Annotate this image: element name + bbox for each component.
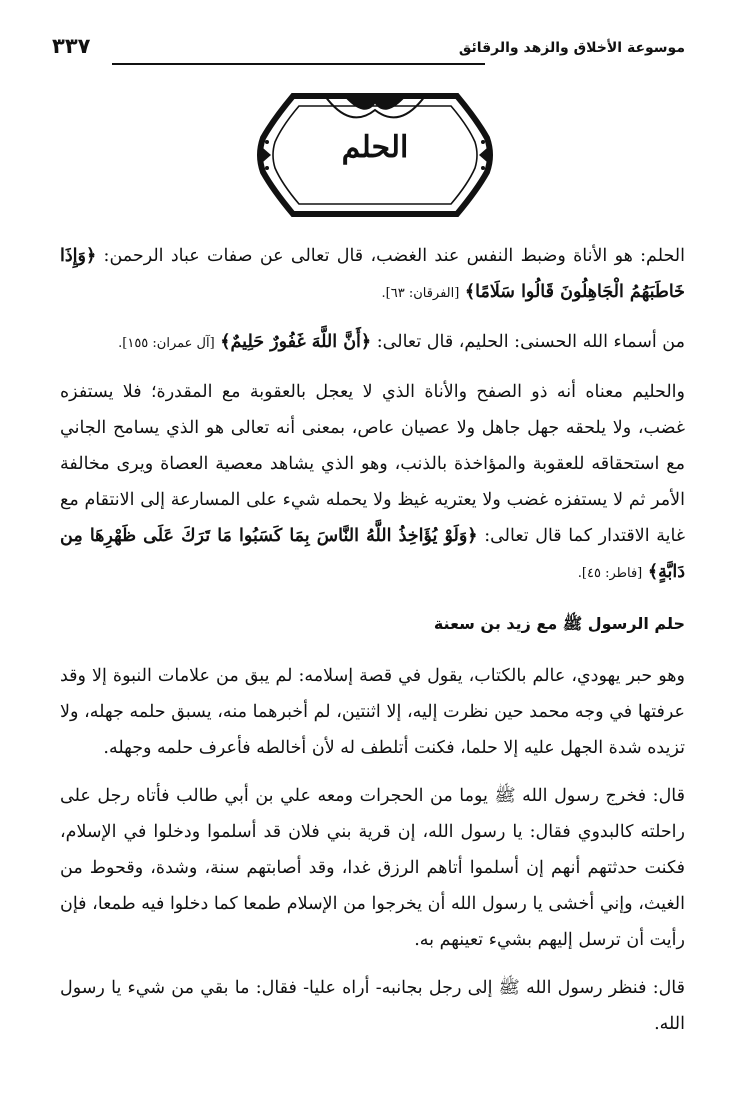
- quran-verse: ﴿وَإِذَا خَاطَبَهُمُ الْجَاهِلُونَ قَالُوا سَلَامًا﴾: [60, 246, 685, 302]
- chapter-title: الحلم: [341, 130, 409, 165]
- quran-verse: ﴿وَلَوْ يُؤَاخِذُ اللَّهُ النَّاسَ بِمَا كَسَبُوا مَا تَرَكَ عَلَى ظَهْرِهَا مِن دَابَّةٍ﴾: [60, 526, 685, 582]
- header-rule: [112, 63, 485, 65]
- paragraph-story-bedouin: قال: فخرج رسول الله ﷺ يوما من الحجرات ومعه علي بن أبي طالب فأتاه رجل على راحلته كالبدوي فقال: يا رسول الله، إن قرية بني فلان قد أسلموا ودخلوا في الإسلام، فكنت حدثتهم أنهم إن أسلموا أتاهم الرزق غدا، وقد أصابتهم سنة، وشدة، وقحوط من الغيث، وإني أخشى يا رسول الله أن يخرجوا من الإسلام طمعا كما دخلوا فيه طمعا، فإن رأيت أن ترسل إليهم بشيء تعينهم به.: [60, 786, 685, 950]
- page-number: ٣٣٧: [52, 34, 91, 58]
- paragraph-divine-name: من أسماء الله الحسنى: الحليم، قال تعالى: ﴿أَنَّ اللَّهَ غَفُورٌ حَلِيمٌ﴾ [آل عمران: ١٥٥].: [118, 332, 685, 352]
- chapter-title-frame: [255, 90, 495, 220]
- page-body: [60, 238, 685, 1042]
- verse-reference: [آل عمران: ١٥٥].: [118, 336, 215, 351]
- verse-reference: [الفرقان: ٦٣].: [381, 286, 460, 301]
- section-heading: حلم الرسول ﷺ مع زيد بن سعنة: [433, 614, 685, 633]
- verse-reference: [فاطر: ٤٥].: [577, 566, 643, 581]
- quran-verse: ﴿أَنَّ اللَّهَ غَفُورٌ حَلِيمٌ﴾: [220, 332, 372, 352]
- paragraph-story-reply: قال: فنظر رسول الله ﷺ إلى رجل بجانبه- أراه عليا- فقال: ما بقي من شيء يا رسول الله.: [60, 978, 685, 1034]
- paragraph-meaning: والحليم معناه أنه ذو الصفح والأناة الذي لا يعجل بالعقوبة مع المقدرة؛ فلا يستفزه غضب، ولا يلحقه جهل جاهل ولا عصيان عاص، بمعنى أنه تعالى هو الذي يسامح الجاني مع استحقاقه للعقوبة والمؤاخذة بالذنب، وهو الذي يشاهد معصية العصاة ويرى مخالفة الأمر ثم لا يستفزه غضب ولا يعتريه غيظ ولا يحمله شيء على المسارعة إلى الانتقام مع غاية الاقتدار كما قال تعالى: ﴿وَلَوْ يُؤَاخِذُ اللَّهُ النَّاسَ بِمَا كَسَبُوا مَا تَرَكَ عَلَى ظَهْرِهَا مِن دَابَّةٍ﴾ [فاطر: ٤٥].: [60, 382, 685, 582]
- paragraph-definition: الحلم: هو الأناة وضبط النفس عند الغضب، قال تعالى عن صفات عباد الرحمن: ﴿وَإِذَا خَاطَبَهُمُ الْجَاهِلُونَ قَالُوا سَلَامًا﴾ [الفرقان: ٦٣].: [60, 246, 685, 302]
- page-header: [52, 34, 685, 66]
- paragraph-story-intro: وهو حبر يهودي، عالم بالكتاب، يقول في قصة إسلامه: لم يبق من علامات النبوة إلا وقد عرفتها في وجه محمد حين نظرت إليه، إلا اثنتين، لم أخبرهما منه، يسبق حلمه جهله، ولا تزيده شدة الجهل عليه إلا حلما، فكنت أتلطف له لأن أخالطه فأعرف حلمه وجهله.: [60, 666, 685, 758]
- running-title: موسوعة الأخلاق والزهد والرقائق: [458, 40, 685, 56]
